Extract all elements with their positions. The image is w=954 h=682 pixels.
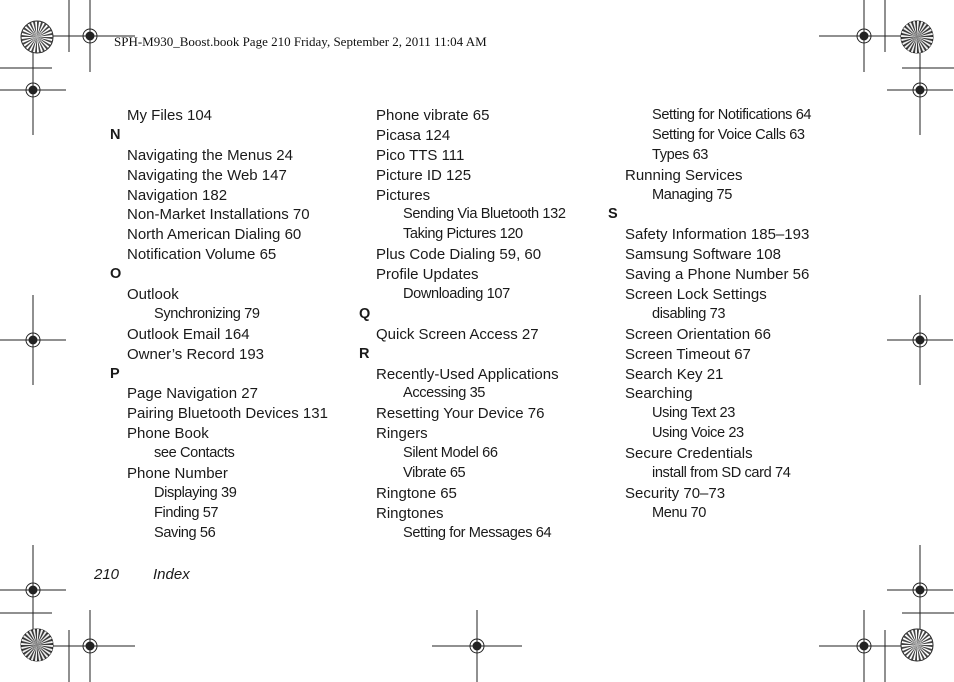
crosshair-icon <box>45 610 135 682</box>
crosshair-icon <box>45 0 135 72</box>
index-subentry: Sending Via Bluetooth 132 <box>403 206 566 223</box>
starburst-target-icon <box>21 629 53 661</box>
index-subentry: Managing 75 <box>652 186 732 203</box>
index-letter-heading: S <box>608 206 618 223</box>
index-letter-heading: R <box>359 345 370 362</box>
index-letter-heading: P <box>110 365 120 382</box>
index-entry: Recently-Used Applications <box>376 365 559 383</box>
index-entry: Navigation 182 <box>127 186 228 204</box>
index-entry: Running Services <box>625 166 743 184</box>
index-subentry: install from SD card 74 <box>652 465 791 482</box>
page-number: 210 <box>94 566 120 583</box>
crosshair-icon <box>0 45 66 135</box>
starburst-target-icon <box>21 21 53 53</box>
index-entry: Safety Information 185–193 <box>625 226 810 244</box>
crosshair-icon <box>887 295 953 385</box>
index-subentry: Setting for Messages 64 <box>403 524 552 541</box>
index-entry: Notification Volume 65 <box>127 246 277 264</box>
crosshair-icon <box>887 545 953 635</box>
index-entry: Phone Number <box>127 465 228 483</box>
index-entry: Secure Credentials <box>625 445 753 463</box>
index-entry: Owner’s Record 193 <box>127 345 265 363</box>
index-subentry: Silent Model 66 <box>403 445 498 462</box>
index-entry: Page Navigation 27 <box>127 385 258 403</box>
index-subentry: Setting for Notifications 64 <box>652 107 812 123</box>
index-subentry: Setting for Voice Calls 63 <box>652 126 805 143</box>
index-subentry: Downloading 107 <box>403 286 510 303</box>
index-entry: Outlook Email 164 <box>127 325 250 343</box>
index-entry: Security 70–73 <box>625 484 726 502</box>
index-entry: Pico TTS 111 <box>376 146 465 164</box>
index-entry: Phone Book <box>127 425 209 443</box>
crosshair-icon <box>819 0 909 72</box>
index-subentry: Vibrate 65 <box>403 465 466 482</box>
index-entry: Outlook <box>127 286 179 304</box>
index-subentry: Displaying 39 <box>154 484 237 501</box>
starburst-target-icon <box>901 21 933 53</box>
index-subentry: disabling 73 <box>652 305 726 322</box>
crosshair-icon <box>819 610 909 682</box>
starburst-target-icon <box>901 629 933 661</box>
index-entry: Ringtone 65 <box>376 484 457 502</box>
index-subentry: Using Voice 23 <box>652 425 744 442</box>
index-subentry: Menu 70 <box>652 504 706 521</box>
index-entry: Phone vibrate 65 <box>376 107 490 124</box>
index-entry: Non-Market Installations 70 <box>127 206 310 224</box>
index-entry: North American Dialing 60 <box>127 226 302 244</box>
index-entry: Navigating the Menus 24 <box>127 146 293 164</box>
index-entry: Picture ID 125 <box>376 166 472 184</box>
index-entry: Ringers <box>376 425 428 443</box>
index-letter-heading: N <box>110 126 121 143</box>
index-entry: Samsung Software 108 <box>625 246 781 264</box>
index-entry: Plus Code Dialing 59, 60 <box>376 246 542 264</box>
crosshair-icon <box>432 610 522 682</box>
index-subentry: Accessing 35 <box>403 385 486 402</box>
index-letter-heading: Q <box>359 305 371 322</box>
crosshair-icon <box>0 295 66 385</box>
index-subentry: Types 63 <box>652 146 709 163</box>
index-subentry: see Contacts <box>154 445 235 462</box>
index-subentry: Finding 57 <box>154 504 219 521</box>
index-subentry: Saving 56 <box>154 524 216 541</box>
section-title: Index <box>153 566 190 583</box>
index-entry: Ringtones <box>376 504 444 522</box>
index-entry: Screen Timeout 67 <box>625 345 751 363</box>
index-entry: Picasa 124 <box>376 126 451 144</box>
index-entry: Saving a Phone Number 56 <box>625 266 810 284</box>
crosshair-icon <box>887 45 953 135</box>
index-subentry: Taking Pictures 120 <box>403 226 523 243</box>
index-entry: Pairing Bluetooth Devices 131 <box>127 405 328 423</box>
index-entry: My Files 104 <box>127 107 213 124</box>
index-subentry: Using Text 23 <box>652 405 735 422</box>
crosshair-icon <box>0 545 66 635</box>
index-entry: Quick Screen Access 27 <box>376 325 539 343</box>
index-entry: Pictures <box>376 186 431 204</box>
index-entry: Screen Lock Settings <box>625 286 767 304</box>
print-slug-header: SPH-M930_Boost.book Page 210 Friday, September 2, 2011 11:04 AM <box>114 34 487 49</box>
index-entry: Screen Orientation 66 <box>625 325 771 343</box>
index-entry: Search Key 21 <box>625 365 724 383</box>
index-entry: Profile Updates <box>376 266 479 284</box>
index-entry: Resetting Your Device 76 <box>376 405 545 423</box>
index-entry: Searching <box>625 385 693 403</box>
index-entry: Navigating the Web 147 <box>127 166 287 184</box>
index-subentry: Synchronizing 79 <box>154 305 260 322</box>
index-letter-heading: O <box>110 266 122 283</box>
